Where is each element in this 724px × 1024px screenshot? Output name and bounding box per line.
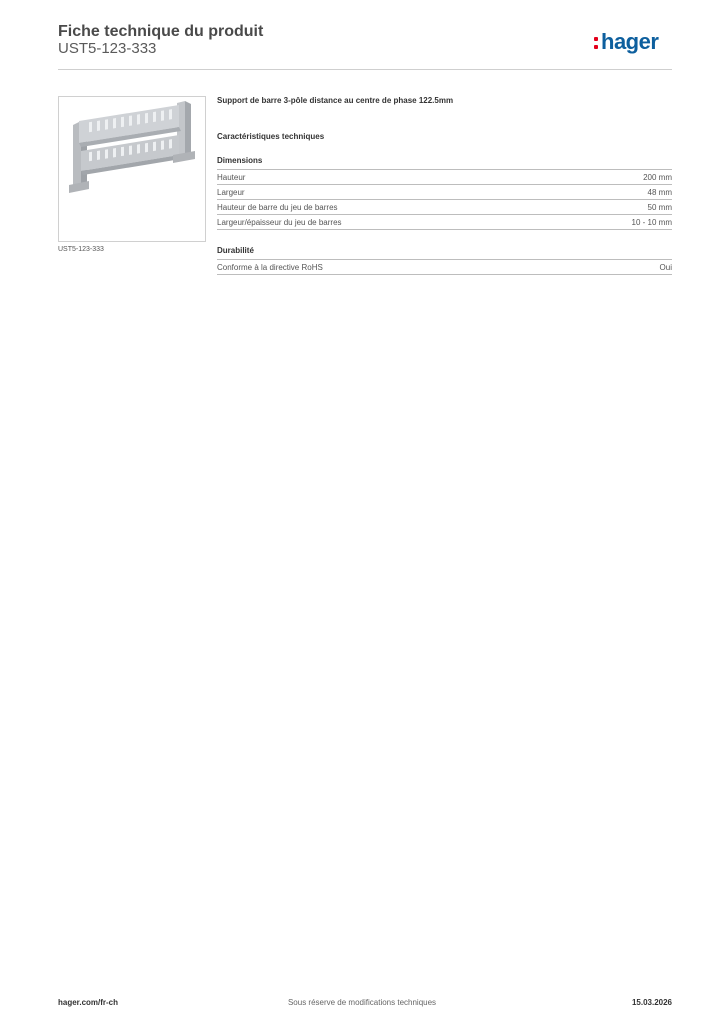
spec-table-dimensions [217,169,672,230]
spec-table-durability [217,259,672,275]
product-title: Support de barre 3-pôle distance au centre de phase 122.5mm [217,96,454,105]
header-divider [58,69,672,70]
table-row [217,185,672,200]
product-reference: UST5-123-333 [58,40,157,57]
image-caption: UST5-123-333 [58,246,104,253]
busbar-support-image [59,97,205,241]
spec-value: Oui [659,262,672,272]
spec-value: 50 mm [647,202,672,212]
spec-value: 48 mm [647,187,672,197]
spec-value: 200 mm [643,172,672,182]
section-title: Caractéristiques techniques [217,132,325,141]
table-row [217,215,672,230]
footer-disclaimer: Sous réserve de modifications techniques [287,998,437,1007]
logo-text: hager [601,29,659,54]
spec-content [217,96,672,275]
table-row [217,200,672,215]
table-row [217,170,672,185]
footer-date: 15.03.2026 [631,998,672,1007]
group-title-durability: Durabilité [217,246,254,255]
page-title: Fiche technique du produit [58,23,264,40]
table-row [217,260,672,275]
footer-website-link[interactable]: hager.com/fr-ch [58,998,119,1007]
logo-dots-icon [594,34,599,50]
spec-label: Largeur/épaisseur du jeu de barres [217,217,342,227]
spec-value: 10 - 10 mm [631,217,672,227]
spec-label: Hauteur de barre du jeu de barres [217,202,338,212]
hager-logo [594,30,658,54]
spec-label: Hauteur [217,172,246,182]
spec-label: Largeur [217,187,245,197]
spec-label: Conforme à la directive RoHS [217,262,323,272]
group-title-dimensions: Dimensions [217,156,263,165]
product-image [58,96,206,242]
